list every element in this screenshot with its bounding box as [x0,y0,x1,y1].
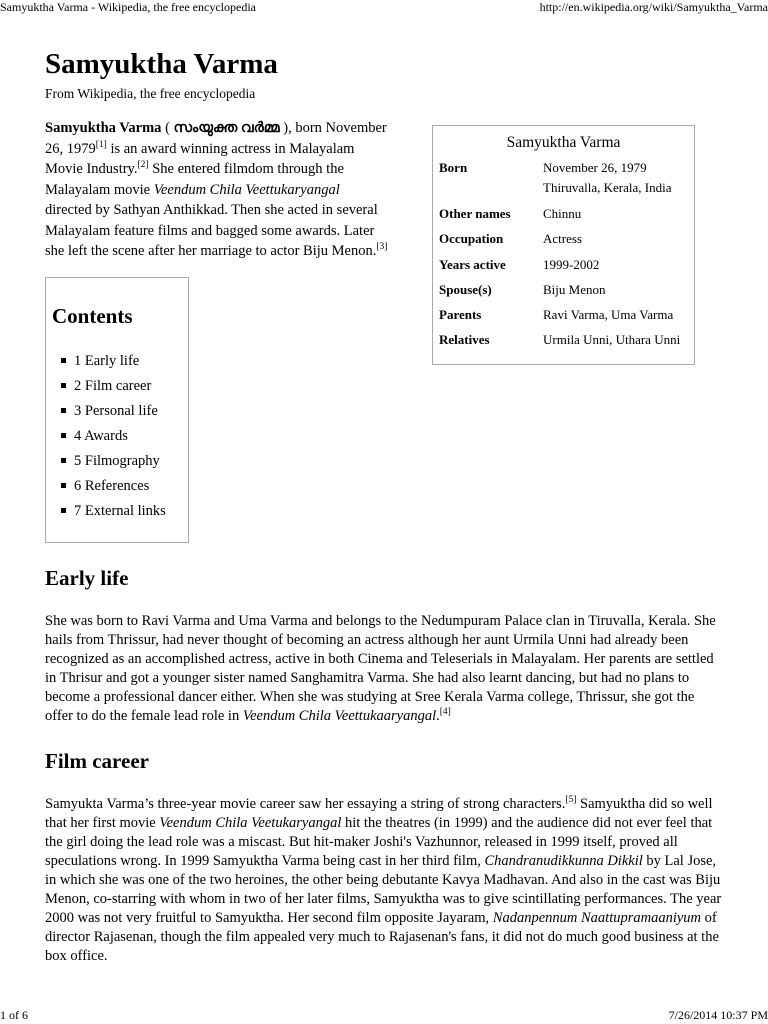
early-life-paragraph [45,612,725,726]
paragraph-text: by Lal Jose, in which she was one of the two heroines, the other being debutante Kavya Madhavan. And also in the cast was Biju Menon, co-starring with whom in two of her later films, Samyuktha was to give scintillating performances. The year 2000 was not very fruitful to Samyuktha. Her second film opposite Jayaram, [45,853,722,926]
table-of-contents [45,277,189,543]
infobox-value: Urmila Unni, Uthara Unni [543,332,681,347]
infobox-value: 1999-2002 [543,257,600,272]
section-heading-film-career: Film career [45,749,149,773]
infobox-label: Spouse(s) [439,282,492,297]
intro-text: is an award winning actress in Malayalam Movie Industry. [45,140,355,177]
infobox-label: Occupation [439,231,504,246]
infobox-title: Samyuktha Varma [506,134,621,151]
subject-name: Samyuktha Varma [45,120,162,136]
infobox-value: Biju Menon [543,282,606,297]
paragraph-text: She was born to Ravi Varma and Uma Varma and belongs to the Nedumpuram Palace clan in Tiruvalla, Kerala. She hails from Thrissur, had never thought of becoming an actress although her aunt Urmila Unni had already been recognized as an accomplished actress, active in both Cinema and Teleserials in Malayalam. Her parents are settled in Thrisur and got a younger sister named Sanghamitra Varma. She had also learnt dancing, but had no plans to become a professional dancer either. When she was studying at Sree Kerala Varma college, Thrissur, she got the offer to do the female lead role in [45,613,716,724]
toc-item-references[interactable]: 6 References [74,477,166,502]
intro-text: ), born November 26, 1979 [45,120,387,157]
intro-text: She entered filmdom through the Malayalam movie [45,161,344,198]
toc-item-film-career[interactable]: 2 Film career [74,377,166,402]
film-title: Veendum Chila Veettukaaryangal [242,708,437,724]
infobox-label: Years active [439,257,506,272]
infobox-value: Actress [543,231,582,246]
page-title: Samyuktha Varma [45,48,278,80]
print-timestamp: 7/26/2014 10:37 PM [668,1008,768,1022]
intro-paragraph [45,118,390,262]
reference-link[interactable]: [4] [439,707,451,718]
film-title: Veendum Chila Veettukaryangal [153,181,340,198]
browser-page-title: Samyuktha Varma - Wikipedia, the free encyclopedia [0,0,256,14]
paragraph-text: Samyuktha did so well that her first movie [45,796,713,831]
reference-link[interactable]: [1] [95,139,107,150]
film-title: Nadanpennum Naattupramaaniyum [492,910,702,926]
paragraph-text: Samyukta Varma’s three-year movie career saw her essaying a string of strong characters. [45,796,566,812]
toc-item-personal-life[interactable]: 3 Personal life [74,402,166,427]
reference-link[interactable]: [5] [565,795,577,806]
reference-link[interactable]: [3] [376,242,388,253]
infobox-label: Other names [439,206,511,221]
toc-title: Contents [52,304,133,328]
toc-item-filmography[interactable]: 5 Filmography [74,452,166,477]
infobox-label: Parents [439,307,482,322]
infobox-label: Born [439,160,468,175]
paragraph-text: hit the theatres (in 1999) and the audience did not ever feel that the girl doing the lead role was a miscast. But hit-maker Joshi's Vazhunnor, released in 1999 itself, proved all speculations wrong. In 1999 Samyuktha Varma being cast in her third film, [45,815,713,869]
infobox-value: Ravi Varma, Uma Varma [543,307,674,322]
infobox-value: Chinnu [543,206,582,221]
page-subtitle: From Wikipedia, the free encyclopedia [45,86,256,101]
infobox [432,125,695,365]
section-heading-early-life: Early life [45,566,129,590]
page-url: http://en.wikipedia.org/wiki/Samyuktha_Varma [539,0,768,14]
toc-list [74,352,166,527]
film-title: Chandranudikkunna Dikkil [484,853,643,869]
page-counter: 1 of 6 [0,1008,28,1022]
paragraph-text: . [436,708,440,724]
intro-text: ( [161,120,174,136]
toc-item-external-links[interactable]: 7 External links [74,502,166,527]
infobox-value: November 26, 1979 [543,160,647,175]
infobox-value: Thiruvalla, Kerala, India [543,180,672,195]
infobox-label: Relatives [439,332,490,347]
native-name: സംയുക്ത വർമ്മ [173,120,280,136]
paragraph-text: of director Rajasenan, though the film appealed very much to Rajasenan's fans, it did not do much good business at the box office. [45,910,719,964]
film-career-paragraph [45,795,725,966]
toc-item-early-life[interactable]: 1 Early life [74,352,166,377]
film-title: Veendum Chila Veetukaryangal [159,815,342,831]
intro-text: directed by Sathyan Anthikkad. Then she acted in several Malayalam feature films and bagged some awards. Later she left the scene after her marriage to actor Biju Menon. [45,202,378,259]
toc-item-awards[interactable]: 4 Awards [74,427,166,452]
reference-link[interactable]: [2] [137,160,149,171]
